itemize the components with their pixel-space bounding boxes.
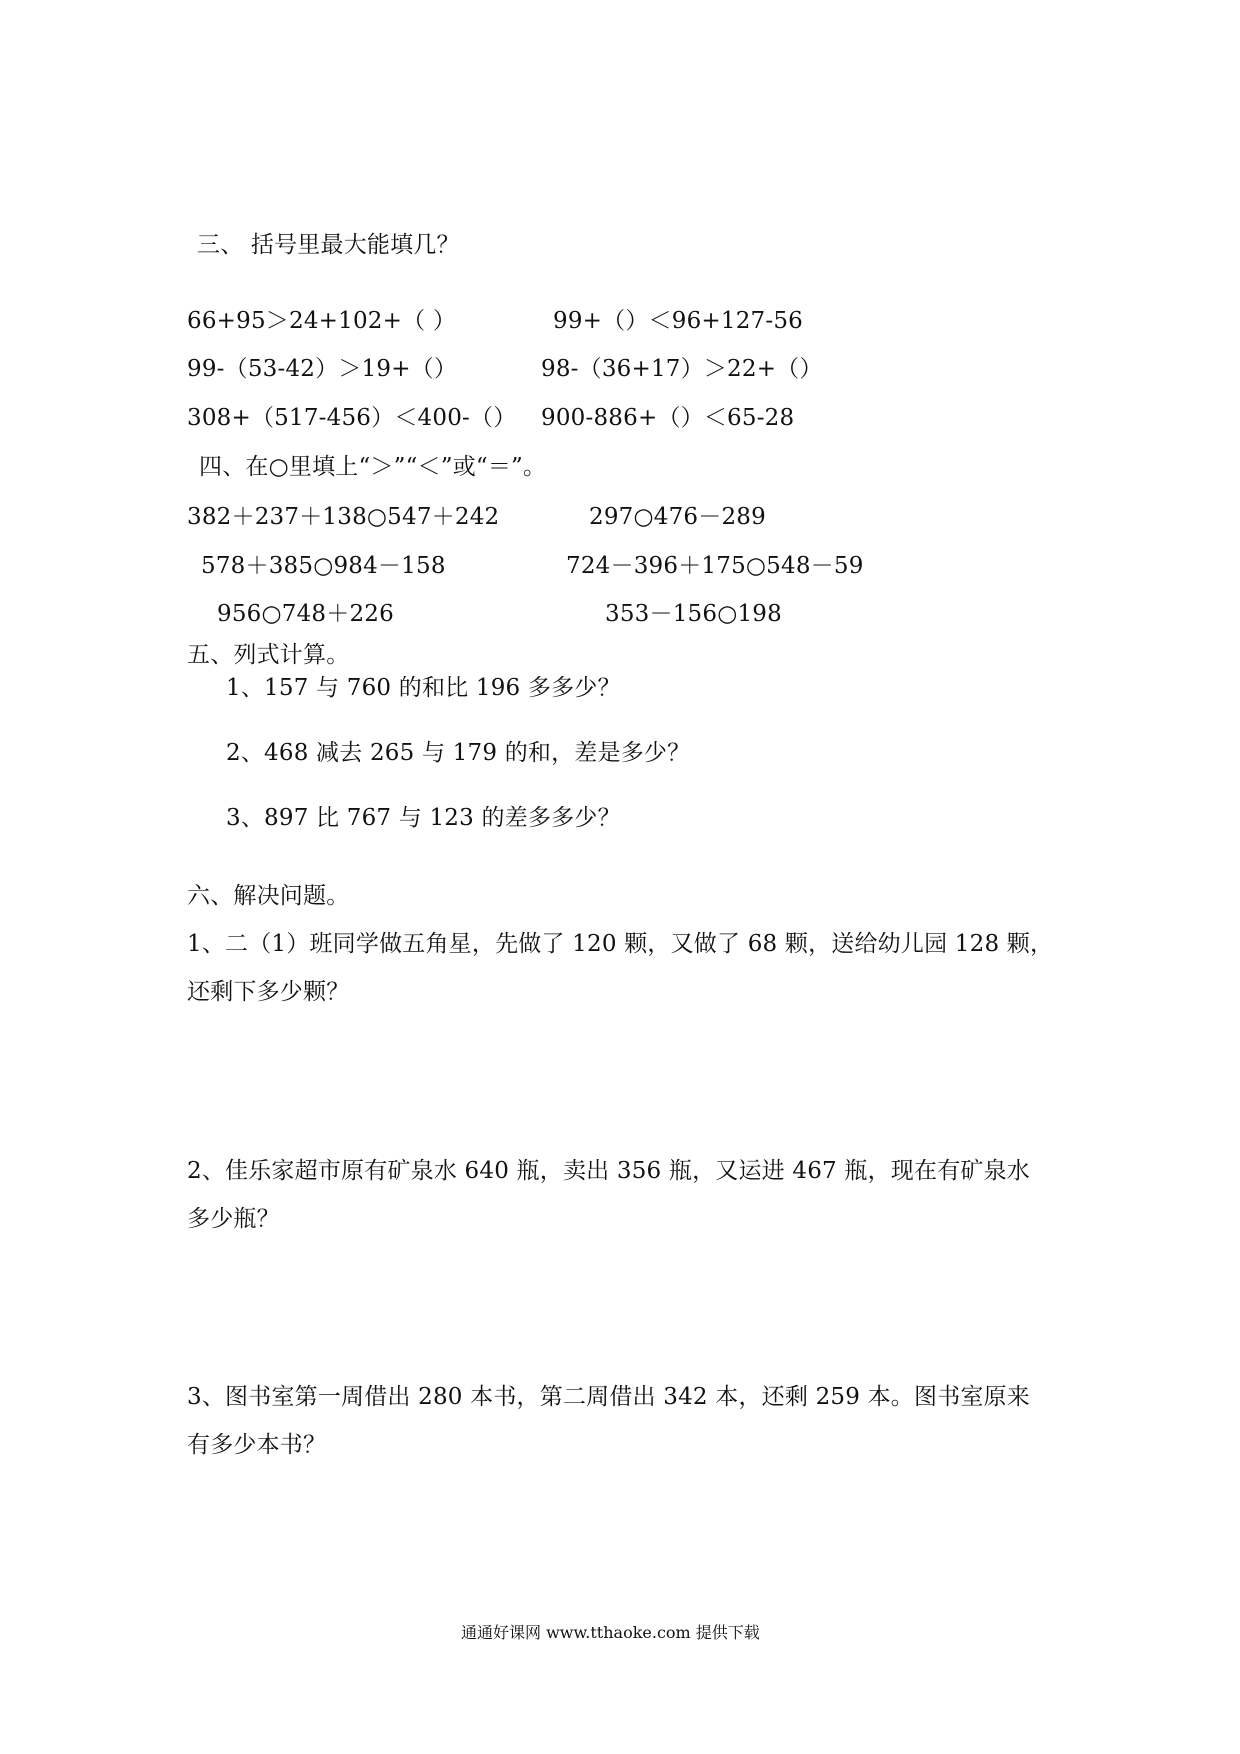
section6-problem2-line2: 多少瓶？ [187,1206,280,1232]
section5-item3: 3、897 比 767 与 123 的差多多少？ [226,805,621,831]
section6-problem3-line2: 有多少本书？ [187,1432,327,1458]
section5-item1: 1、157 与 760 的和比 196 多多少？ [226,675,621,701]
section6-problem3-line1: 3、图书室第一周借出 280 本书，第二周借出 342 本，还剩 259 本。图书室原来 [187,1384,1030,1410]
section3-row1-left: 66+95＞24+102+（ ） [187,308,457,334]
section3-row2-left: 99-（53-42）＞19+（） [187,356,458,382]
footer-credit: 通通好课网 www.tthaoke.com 提供下载 [461,1623,760,1642]
section4-row2-left: 578＋385○984－158 [201,553,446,579]
section6-problem2-line1: 2、佳乐家超市原有矿泉水 640 瓶，卖出 356 瓶，又运进 467 瓶，现在有矿泉水 [187,1158,1030,1184]
section6-problem1-line1: 1、二（1）班同学做五角星，先做了 120 颗，又做了 68 颗，送给幼儿园 128 颗， [187,931,1054,957]
section4-row1-left: 382＋237＋138○547＋242 [187,504,500,530]
section5-title: 五、列式计算。 [187,642,350,668]
section3-row1-right: 99+（）＜96+127-56 [553,308,804,334]
section4-row2-right: 724－396＋175○548－59 [566,553,864,579]
section3-row2-right: 98-（36+17）＞22+（） [541,356,823,382]
section6-title: 六、解决问题。 [187,883,350,909]
section3-row3-right: 900-886+（）＜65-28 [541,405,795,431]
section3-title: 三、 括号里最大能填几？ [197,232,460,258]
section5-item2: 2、468 减去 265 与 179 的和，差是多少？ [226,740,691,766]
section3-row3-left: 308+（517-456）＜400-（） [187,405,517,431]
section4-row1-right: 297○476－289 [589,504,766,530]
section4-row3-left: 956○748＋226 [217,601,394,627]
section4-row3-right: 353－156○198 [605,601,782,627]
section6-problem1-line2: 还剩下多少颗？ [187,979,350,1005]
section4-title: 四、在○里填上“＞”“＜”或“＝”。 [199,454,547,480]
